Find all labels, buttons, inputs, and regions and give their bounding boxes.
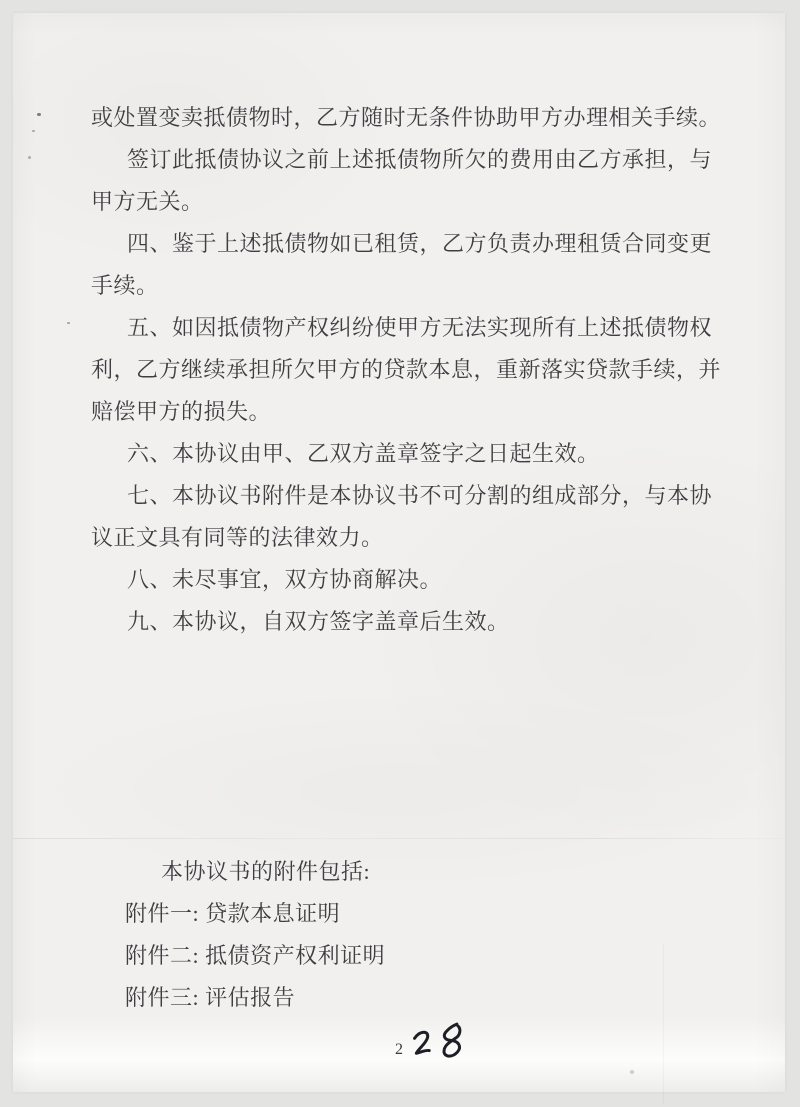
agreement-body: [91, 97, 751, 643]
scan-speck: [32, 130, 35, 132]
body-line: 赔偿甲方的损失。: [91, 399, 272, 424]
fold-crease: [13, 838, 785, 839]
body-line: 六、本协议由甲、乙双方盖章签字之日起生效。: [127, 441, 600, 466]
scan-speck: [67, 322, 70, 324]
handwriting-strokes: [410, 1020, 471, 1073]
attachments-section: [125, 851, 725, 1019]
scan-crease: [663, 943, 664, 1105]
body-line: 或处置变卖抵债物时，乙方随时无条件协助甲方办理相关手续。: [91, 105, 722, 130]
scan-speck: [28, 156, 31, 159]
body-line: 议正文具有同等的法律效力。: [91, 525, 384, 550]
body-line: 手续。: [91, 273, 159, 298]
scan-speck: [37, 113, 41, 116]
attachment-item: 附件三: 评估报告: [125, 985, 296, 1010]
body-line: 五、如因抵债物产权纠纷使甲方无法实现所有上述抵债物权: [127, 315, 713, 340]
body-line: 九、本协议，自双方签字盖章后生效。: [127, 609, 510, 634]
body-line: 七、本协议书附件是本协议书不可分割的组成部分，与本协: [127, 483, 713, 508]
document-page: [13, 13, 785, 1092]
attachment-item: 附件一: 贷款本息证明: [125, 901, 341, 926]
body-line: 签订此抵债协议之前上述抵债物所欠的费用由乙方承担，与: [127, 147, 713, 172]
attachments-list: [125, 893, 725, 1019]
scan-speck: [630, 1070, 634, 1074]
attachments-heading: 本协议书的附件包括:: [161, 859, 371, 884]
handwritten-page-number: [410, 1020, 471, 1073]
attachment-item: 附件二: 抵债资产权利证明: [125, 943, 386, 968]
body-line: 四、鉴于上述抵债物如已租赁，乙方负责办理租赁合同变更: [127, 231, 713, 256]
body-line: 甲方无关。: [91, 189, 204, 214]
body-line: 利，乙方继续承担所欠甲方的贷款本息，重新落实贷款手续，并: [91, 357, 722, 382]
page-number: 2: [395, 1041, 403, 1058]
body-line: 八、未尽事宜，双方协商解决。: [127, 567, 443, 592]
